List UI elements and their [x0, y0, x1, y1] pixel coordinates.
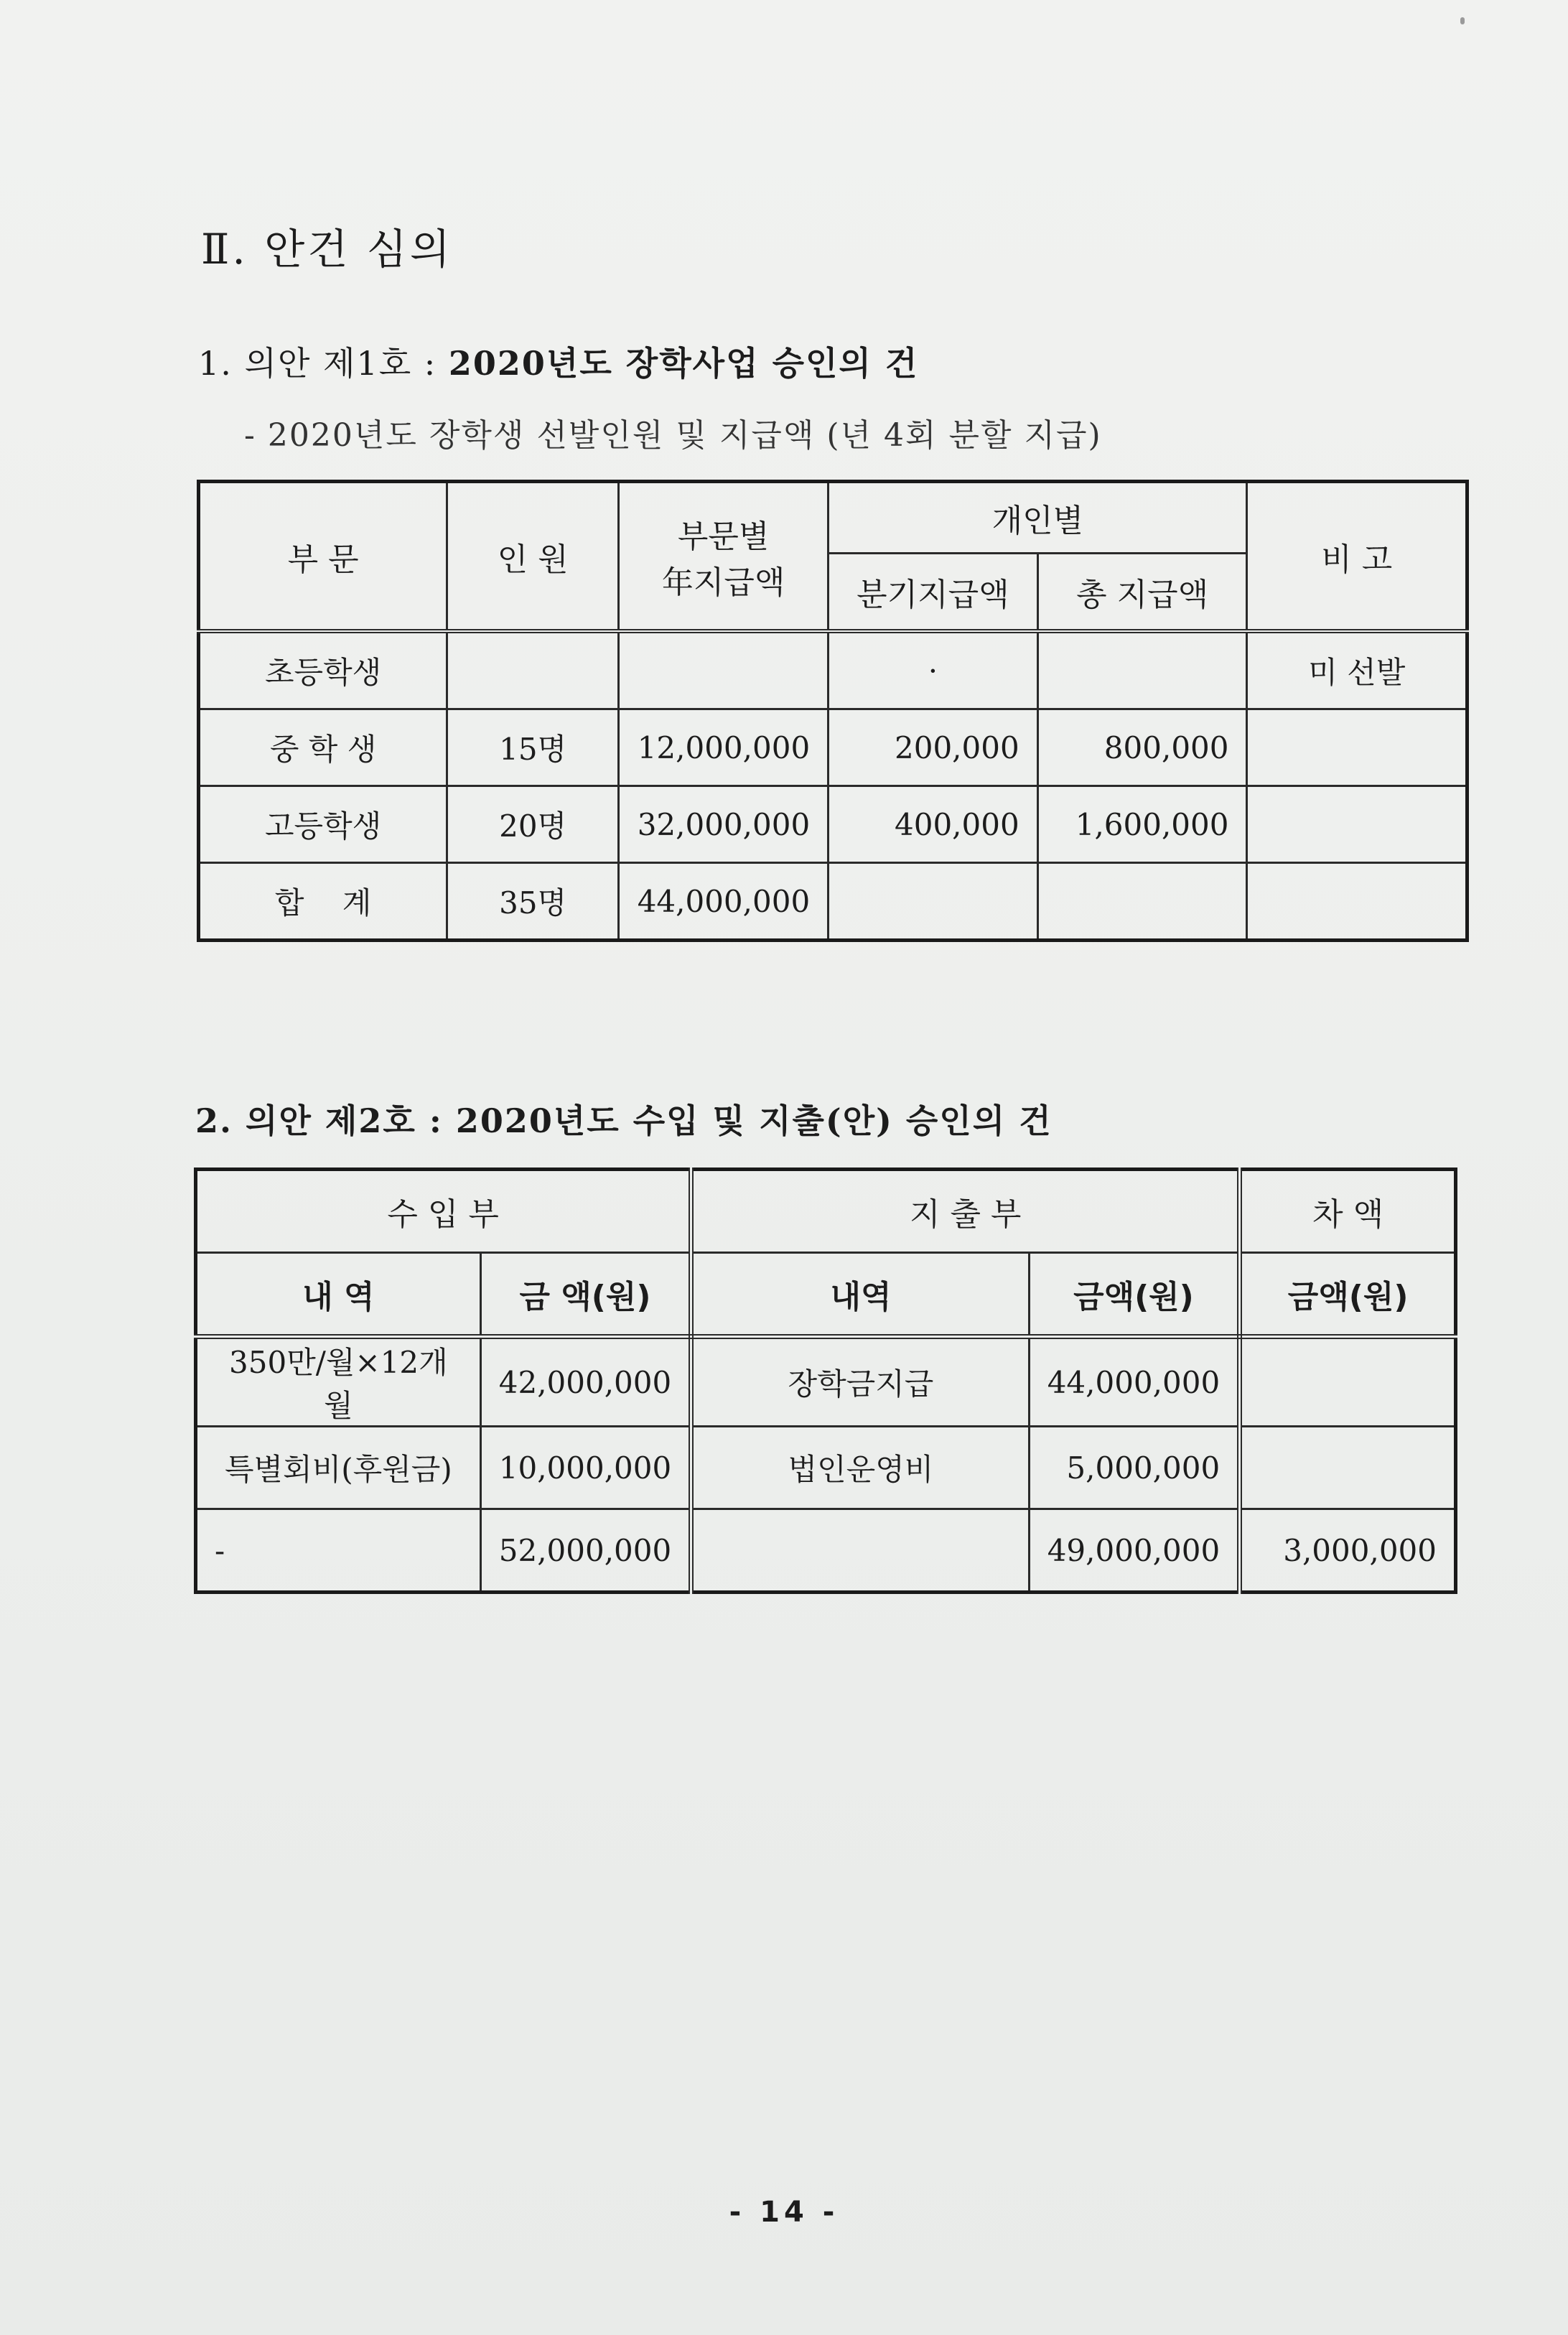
table-row: [196, 1427, 1456, 1509]
cell-count: 35명: [447, 863, 619, 941]
table-subheader-row: [196, 1253, 1456, 1337]
cell-remarks: [1247, 863, 1467, 941]
cell-income-item: 특별회비(후원금): [196, 1427, 481, 1509]
cell-total: [1037, 863, 1247, 941]
agenda-item-1-number: 1. 의안 제1호 :: [198, 344, 449, 383]
cell-quarterly: 200,000: [829, 709, 1038, 786]
page-number: - 14 -: [729, 2196, 839, 2229]
cell-difference: [1240, 1337, 1456, 1427]
cell-count: [447, 631, 619, 709]
cell-count: 20명: [447, 786, 619, 863]
cell-total: [1037, 631, 1247, 709]
cell-income-amount: 52,000,000: [480, 1509, 691, 1593]
cell-total: 1,600,000: [1037, 786, 1247, 863]
cell-division: 중 학 생: [199, 709, 447, 786]
table-header-row: [196, 1170, 1456, 1253]
header-expense-item: 내역: [691, 1253, 1029, 1337]
cell-annual: 44,000,000: [619, 863, 829, 941]
agenda-item-1-heading: [198, 337, 918, 385]
cell-income-item: -: [196, 1509, 481, 1593]
cell-difference: 3,000,000: [1240, 1509, 1456, 1593]
header-quarterly: 분기지급액: [829, 554, 1038, 632]
cell-annual: [619, 631, 829, 709]
header-difference: 차 액: [1240, 1170, 1456, 1253]
header-total: 총 지급액: [1037, 554, 1247, 632]
cell-quarterly: ·: [829, 631, 1038, 709]
header-expense-amount: 금액(원): [1029, 1253, 1239, 1337]
cell-expense-item: [691, 1509, 1029, 1593]
cell-expense-item: 법인운영비: [691, 1427, 1029, 1509]
cell-expense-amount: 49,000,000: [1029, 1509, 1239, 1593]
header-annual-line1: 부문별: [677, 518, 770, 555]
cell-remarks: [1247, 786, 1467, 863]
cell-annual: 32,000,000: [619, 786, 829, 863]
agenda-item-2-title: 2020년도 수입 및 지출(안) 승인의 건: [455, 1101, 1053, 1140]
header-division: 부 문: [199, 482, 447, 632]
cell-quarterly: [829, 863, 1038, 941]
scholarship-table: [197, 480, 1469, 942]
header-annual-amount: [619, 482, 829, 632]
table-row: [199, 631, 1467, 709]
header-annual-line2: 年지급액: [661, 564, 785, 601]
table-header-row: [199, 482, 1467, 554]
header-income: 수 입 부: [196, 1170, 691, 1253]
scholarship-note: - 2020년도 장학생 선발인원 및 지급액 (년 4회 분할 지급): [244, 417, 1102, 454]
header-income-item: 내 역: [196, 1253, 481, 1337]
table-total-row: [196, 1509, 1456, 1593]
cell-remarks: [1247, 709, 1467, 786]
cell-income-amount: 10,000,000: [480, 1427, 691, 1509]
budget-table: [194, 1168, 1457, 1594]
scan-speck: [1460, 17, 1465, 24]
agenda-item-2-number: 2. 의안 제2호 :: [195, 1101, 456, 1140]
table-row: [199, 709, 1467, 786]
cell-expense-amount: 5,000,000: [1029, 1427, 1239, 1509]
header-individual: 개인별: [829, 482, 1247, 554]
table-row: [199, 786, 1467, 863]
cell-annual: 12,000,000: [619, 709, 829, 786]
table-row: [196, 1337, 1456, 1427]
cell-quarterly: 400,000: [829, 786, 1038, 863]
header-count: 인 원: [447, 482, 619, 632]
cell-expense-amount: 44,000,000: [1029, 1337, 1239, 1427]
cell-division: 고등학생: [199, 786, 447, 863]
cell-income-item: 350만/월×12개월: [196, 1337, 481, 1427]
cell-remarks: 미 선발: [1247, 631, 1467, 709]
header-expense: 지 출 부: [691, 1170, 1240, 1253]
header-remarks: 비 고: [1247, 482, 1467, 632]
header-difference-amount: 금액(원): [1240, 1253, 1456, 1337]
cell-income-amount: 42,000,000: [480, 1337, 691, 1427]
cell-expense-item: 장학금지급: [691, 1337, 1029, 1427]
cell-difference: [1240, 1427, 1456, 1509]
cell-division: 초등학생: [199, 631, 447, 709]
cell-total: 800,000: [1037, 709, 1247, 786]
agenda-item-2-heading: [195, 1095, 1053, 1142]
cell-division: 합 계: [199, 863, 447, 941]
table-total-row: [199, 863, 1467, 941]
section-title: Ⅱ. 안건 심의: [201, 225, 453, 274]
agenda-item-1-title: 2020년도 장학사업 승인의 건: [448, 344, 919, 383]
header-income-amount: 금 액(원): [480, 1253, 691, 1337]
cell-count: 15명: [447, 709, 619, 786]
